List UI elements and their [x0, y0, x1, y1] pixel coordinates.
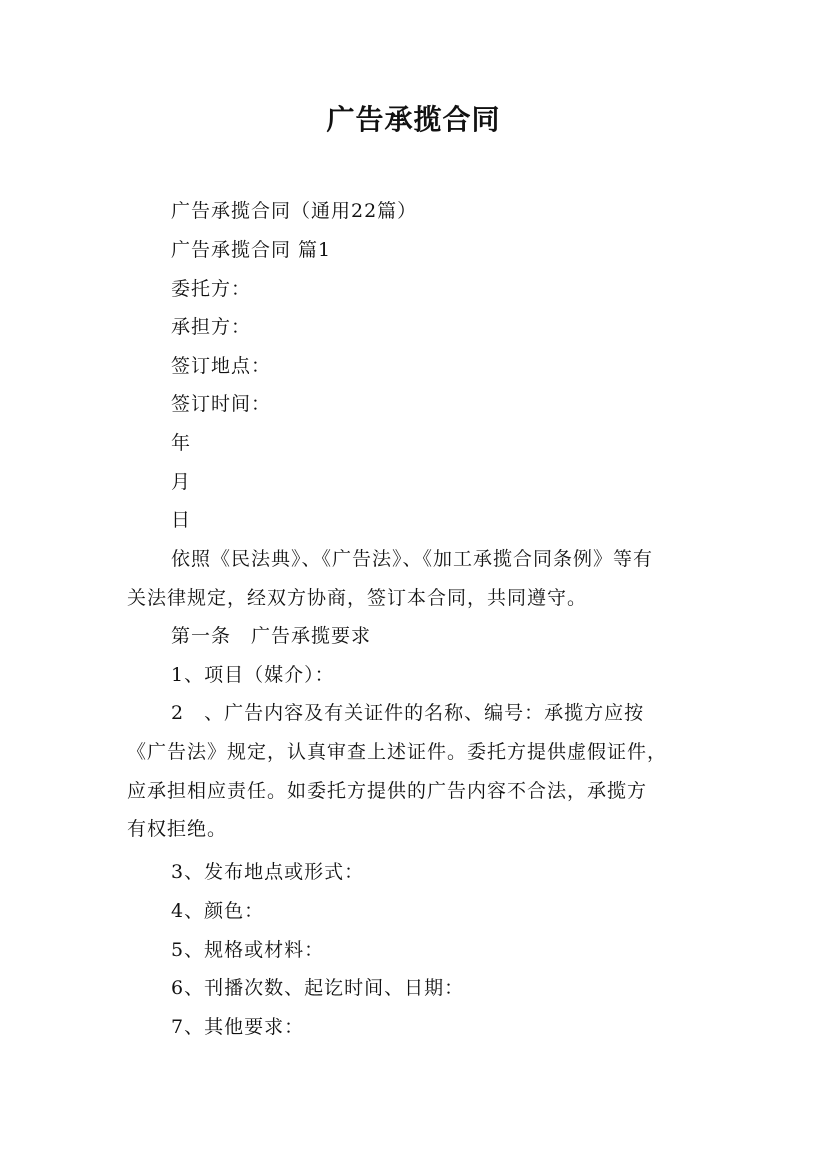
day-label: 日 [171, 509, 192, 531]
month-label: 月 [171, 471, 192, 493]
list-item: 5、规格或材料： [171, 939, 325, 961]
signing-place-label: 签订地点： [171, 355, 272, 377]
signing-time-label: 签订时间： [171, 393, 272, 415]
client-field-label: 委托方： [171, 278, 252, 300]
section-heading: 广告承揽合同 篇1 [171, 239, 332, 261]
contractor-field-label: 承担方： [171, 316, 252, 338]
list-item: 2 、广告内容及有关证件的名称、编号：承揽方应按 [171, 702, 645, 724]
subtitle-line: 广告承揽合同（通用22篇） [171, 200, 418, 222]
paragraph-line: 有权拒绝。 [127, 818, 228, 840]
document-title: 广告承揽合同 [326, 103, 501, 136]
article-heading: 第一条 广告承揽要求 [171, 625, 372, 647]
list-item: 7、其他要求： [171, 1016, 305, 1038]
paragraph-line: 依照《民法典》、《广告法》、《加工承揽合同条例》等有 [171, 548, 654, 570]
list-item: 6、刊播次数、起讫时间、日期： [171, 977, 465, 999]
list-item: 1、项目（媒介）： [171, 664, 335, 686]
paragraph-line: 《广告法》规定，认真审查上述证件。委托方提供虚假证件， [127, 741, 668, 763]
paragraph-line: 关法律规定，经双方协商，签订本合同，共同遵守。 [127, 587, 588, 609]
list-item: 4、颜色： [171, 900, 265, 922]
year-label: 年 [171, 432, 192, 454]
list-item: 3、发布地点或形式： [171, 861, 365, 883]
paragraph-line: 应承担相应责任。如委托方提供的广告内容不合法，承揽方 [127, 780, 648, 802]
